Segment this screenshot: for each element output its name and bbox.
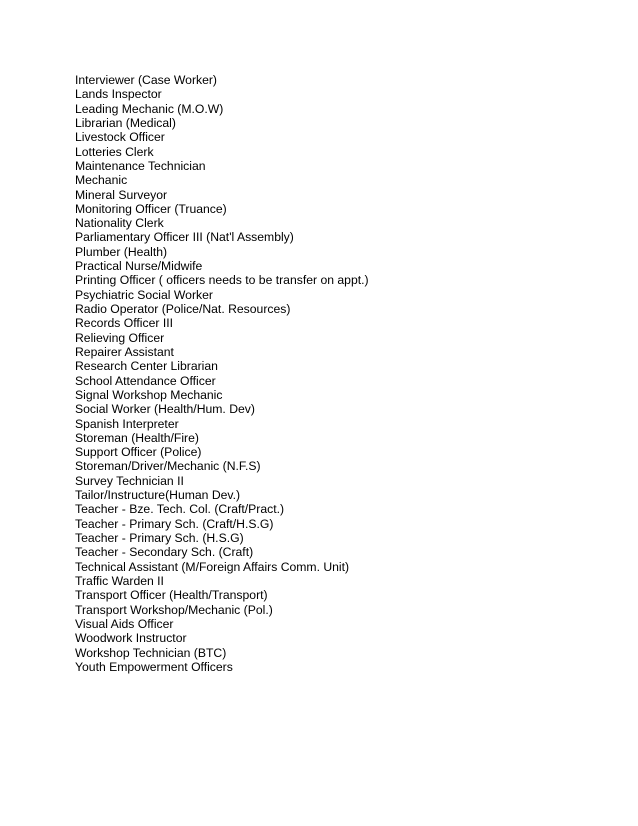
list-item: Nationality Clerk xyxy=(75,216,164,231)
list-item: Practical Nurse/Midwife xyxy=(75,259,203,274)
list-item: Plumber (Health) xyxy=(75,244,168,259)
list-item: Teacher - Secondary Sch. (Craft) xyxy=(75,545,254,560)
list-item: Maintenance Technician xyxy=(75,158,206,173)
list-item: Traffic Warden II xyxy=(75,573,164,588)
list-item: Survey Technician II xyxy=(75,473,184,488)
list-item: Woodwork Instructor xyxy=(75,631,187,646)
list-item: Transport Workshop/Mechanic (Pol.) xyxy=(75,602,273,617)
list-item: Tailor/Instructure(Human Dev.) xyxy=(75,488,241,503)
list-item: Support Officer (Police) xyxy=(75,445,202,460)
job-title-list xyxy=(75,73,369,674)
list-item: Storeman/Driver/Mechanic (N.F.S) xyxy=(75,459,261,474)
list-item: Lands Inspector xyxy=(75,87,162,102)
list-item: Printing Officer ( officers needs to be transfer on appt.) xyxy=(75,273,369,288)
list-item: Monitoring Officer (Truance) xyxy=(75,201,227,216)
list-item: Interviewer (Case Worker) xyxy=(75,73,217,87)
list-item: Parliamentary Officer III (Nat'l Assembly) xyxy=(75,230,294,245)
list-item: Signal Workshop Mechanic xyxy=(75,387,223,402)
list-item: Spanish Interpreter xyxy=(75,416,179,431)
list-item: Research Center Librarian xyxy=(75,359,218,374)
list-item: Relieving Officer xyxy=(75,330,165,345)
list-item: Mechanic xyxy=(75,173,128,188)
list-item: Visual Aids Officer xyxy=(75,616,174,631)
list-item: Teacher - Bze. Tech. Col. (Craft/Pract.) xyxy=(75,502,285,517)
list-item: Leading Mechanic (M.O.W) xyxy=(75,101,224,116)
list-item: Radio Operator (Police/Nat. Resources) xyxy=(75,302,291,316)
list-item: Librarian (Medical) xyxy=(75,115,176,130)
list-item: Repairer Assistant xyxy=(75,344,174,359)
list-item: Mineral Surveyor xyxy=(75,187,168,202)
list-item: Teacher - Primary Sch. (H.S.G) xyxy=(75,531,244,545)
list-item: Workshop Technician (BTC) xyxy=(75,645,227,660)
list-item: Records Officer III xyxy=(75,316,173,331)
list-item: Technical Assistant (M/Foreign Affairs Comm. Unit) xyxy=(75,559,350,574)
list-item: Transport Officer (Health/Transport) xyxy=(75,588,268,603)
list-item: Storeman (Health/Fire) xyxy=(75,430,199,445)
list-item: Psychiatric Social Worker xyxy=(75,287,213,302)
list-item: School Attendance Officer xyxy=(75,373,216,388)
list-item: Lotteries Clerk xyxy=(75,144,154,159)
list-item: Social Worker (Health/Hum. Dev) xyxy=(75,402,255,417)
list-item: Youth Empowerment Officers xyxy=(75,659,233,674)
list-item: Livestock Officer xyxy=(75,130,165,145)
list-item: Teacher - Primary Sch. (Craft/H.S.G) xyxy=(75,516,274,531)
